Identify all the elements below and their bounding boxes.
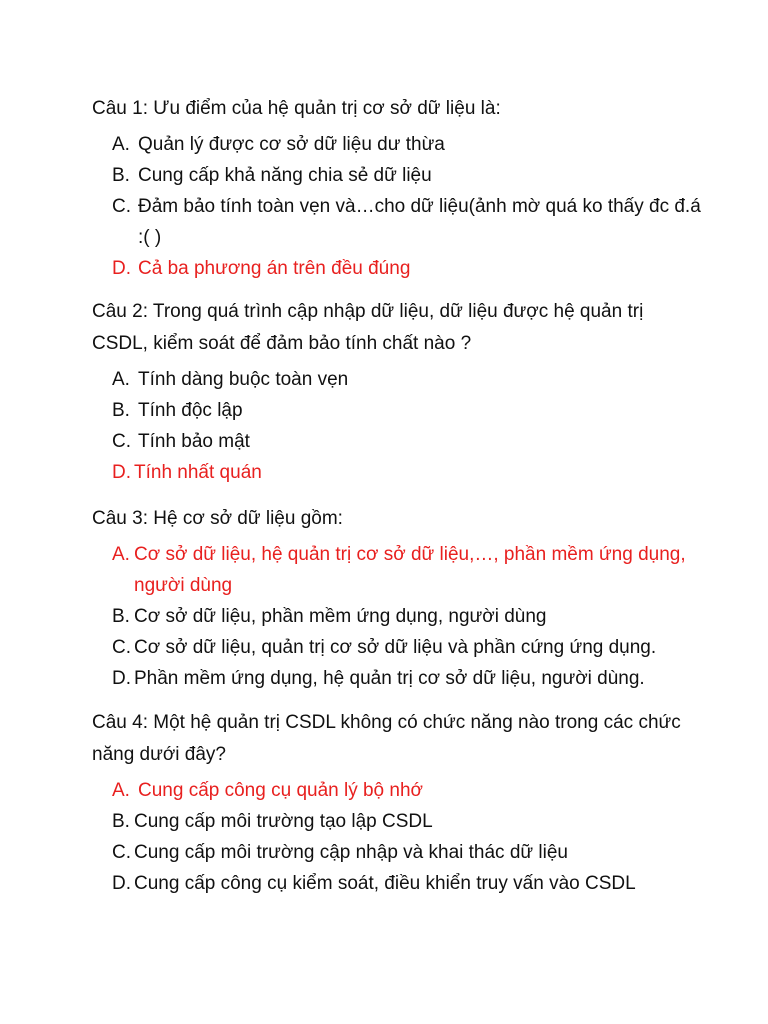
question-2-option-a: [112, 364, 702, 395]
option-letter: C.: [112, 842, 131, 863]
option-letter: A.: [112, 369, 130, 390]
option-text: Phần mềm ứng dụng, hệ quản trị cơ sở dữ liệu, người dùng.: [134, 668, 645, 689]
option-text: Tính bảo mật: [138, 431, 250, 452]
question-3-title: Câu 3: Hệ cơ sở dữ liệu gồm:: [92, 508, 343, 529]
question-4-option-a-correct: [112, 775, 702, 806]
question-1-option-d-correct: [112, 253, 702, 284]
option-letter: D.: [112, 462, 131, 483]
question-3: [92, 503, 702, 694]
question-1-option-a: [112, 129, 702, 160]
question-2-option-c: [112, 426, 702, 457]
question-3-option-d: [112, 663, 702, 694]
option-letter: B.: [112, 606, 130, 627]
option-text: Cung cấp công cụ kiểm soát, điều khiển truy vấn vào CSDL: [134, 873, 636, 894]
question-4-options: [92, 775, 702, 899]
question-3-option-c: [112, 632, 702, 663]
option-letter: D.: [112, 873, 131, 894]
question-4: [92, 707, 702, 899]
option-text: Cơ sở dữ liệu, quản trị cơ sở dữ liệu và phần cứng ứng dụng.: [134, 637, 657, 658]
option-text: Cung cấp khả năng chia sẻ dữ liệu: [138, 165, 432, 186]
option-text: Cung cấp công cụ quản lý bộ nhớ: [138, 780, 423, 801]
option-letter: C.: [112, 196, 131, 217]
question-2-options: [92, 364, 702, 488]
option-letter: D.: [112, 668, 131, 689]
option-letter: C.: [112, 637, 131, 658]
option-text: Cung cấp môi trường cập nhập và khai thác dữ liệu: [134, 842, 568, 863]
option-letter: B.: [112, 400, 130, 421]
question-4-option-d: [112, 868, 702, 899]
option-letter: B.: [112, 165, 130, 186]
question-1: [92, 93, 702, 284]
question-3-options: [92, 539, 702, 694]
question-2-title: Câu 2: Trong quá trình cập nhập dữ liệu, dữ liệu được hệ quản trị CSDL, kiểm soát để đảm bảo tính chất nào ?: [92, 301, 644, 354]
option-text: Quản lý được cơ sở dữ liệu dư thừa: [138, 134, 445, 155]
option-letter: D.: [112, 258, 131, 279]
option-text: Cơ sở dữ liệu, hệ quản trị cơ sở dữ liệu,…, phần mềm ứng dụng, người dùng: [134, 544, 686, 596]
option-text: Tính dàng buộc toàn vẹn: [138, 369, 349, 390]
option-text: Cơ sở dữ liệu, phần mềm ứng dụng, người dùng: [134, 606, 547, 627]
question-1-option-b: [112, 160, 702, 191]
question-2-option-b: [112, 395, 702, 426]
option-letter: B.: [112, 811, 130, 832]
question-2-option-d-correct: [112, 457, 702, 488]
option-letter: C.: [112, 431, 131, 452]
question-2: [92, 296, 702, 488]
question-3-option-b: [112, 601, 702, 632]
option-text: Đảm bảo tính toàn vẹn và…cho dữ liệu(ảnh mờ quá ko thấy đc đ.á :( ): [138, 196, 701, 248]
question-4-option-c: [112, 837, 702, 868]
question-3-option-a-correct: [112, 539, 702, 601]
question-1-option-c: [112, 191, 702, 253]
question-1-options: [92, 129, 702, 284]
option-letter: A.: [112, 544, 130, 565]
option-letter: A.: [112, 134, 130, 155]
option-letter: A.: [112, 780, 130, 801]
option-text: Tính nhất quán: [134, 462, 262, 483]
option-text: Cả ba phương án trên đều đúng: [138, 258, 411, 279]
question-4-title: Câu 4: Một hệ quản trị CSDL không có chức năng nào trong các chức năng dưới đây?: [92, 712, 681, 765]
option-text: Cung cấp môi trường tạo lập CSDL: [134, 811, 433, 832]
question-1-title: Câu 1: Ưu điểm của hệ quản trị cơ sở dữ liệu là:: [92, 98, 501, 119]
option-text: Tính độc lập: [138, 400, 243, 421]
question-4-option-b: [112, 806, 702, 837]
